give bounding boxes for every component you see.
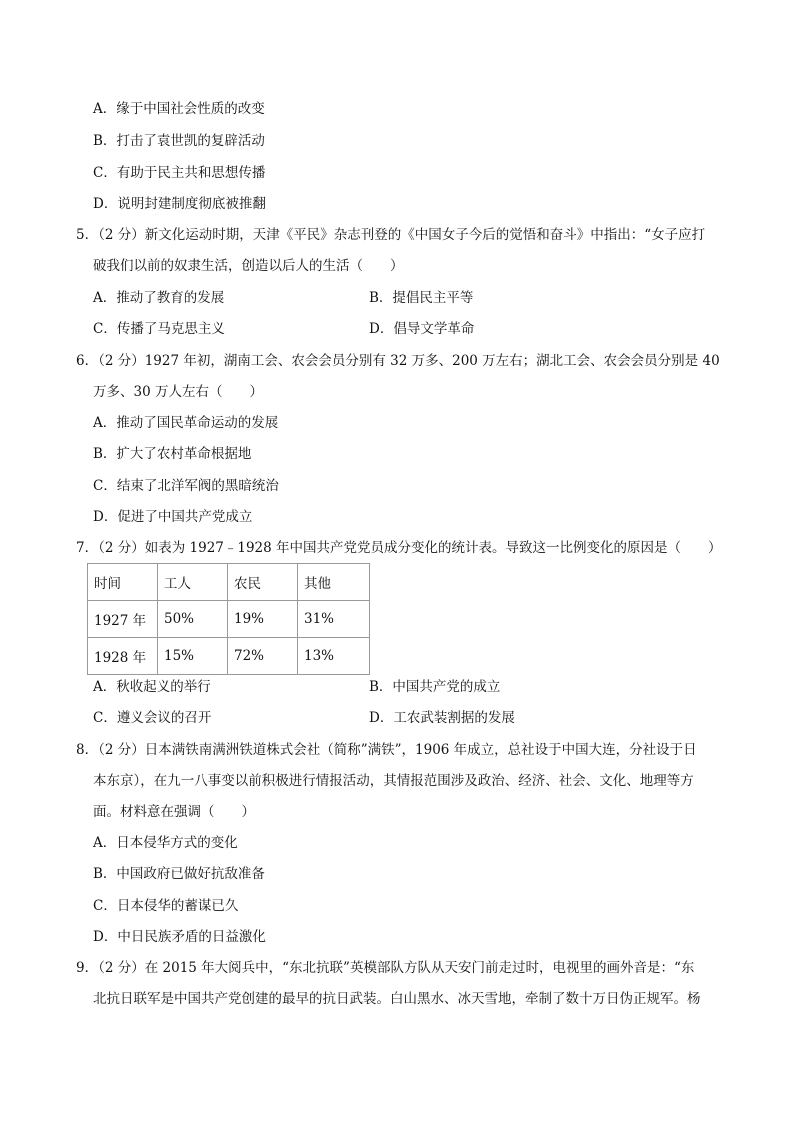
q5-option-c: C．传播了马克思主义 bbox=[93, 321, 225, 337]
q8-stem-line3: 面。材料意在强调（ ） bbox=[93, 804, 255, 820]
table-cell: 1927 年 bbox=[88, 601, 158, 638]
table-header-cell: 其他 bbox=[298, 564, 370, 601]
q8-stem-line2: 本东京），在九一八事变以前积极进行情报活动，其情报范围涉及政治、经济、社会、文化、地理等方 bbox=[93, 773, 694, 789]
table-header-cell: 工人 bbox=[158, 564, 228, 601]
q9-stem-line1: 9．（2 分）在 2015 年大阅兵中，“东北抗联”英模部队方队从天安门前走过时，电视里的画外音是：“东 bbox=[76, 960, 695, 976]
q4-option-c: C．有助于民主共和思想传播 bbox=[93, 165, 266, 181]
q9-stem-line2: 北抗日联军是中国共产党创建的最早的抗日武装。白山黑水、冰天雪地，牵制了数十万日伪正规军。杨 bbox=[93, 991, 701, 1007]
q8-option-b: B．中国政府已做好抗敌准备 bbox=[93, 866, 265, 882]
q7-option-d: D．工农武装割据的发展 bbox=[369, 710, 515, 726]
table-cell: 31% bbox=[298, 601, 370, 638]
q6-option-c: C．结束了北洋军阀的黑暗统治 bbox=[93, 478, 279, 494]
q6-stem-line1: 6．（2 分）1927 年初，湖南工会、农会会员分别有 32 万多、200 万左右；湖北工会、农会会员分别是 40 bbox=[76, 353, 720, 369]
table-cell: 72% bbox=[228, 638, 298, 675]
table-header-cell: 时间 bbox=[88, 564, 158, 601]
table-cell: 15% bbox=[158, 638, 228, 675]
table-header-row bbox=[88, 564, 370, 601]
q6-stem-line2: 万多、30 万人左右（ ） bbox=[93, 384, 263, 400]
table-cell: 19% bbox=[228, 601, 298, 638]
q5-option-d: D．倡导文学革命 bbox=[369, 321, 475, 337]
q8-stem-line1: 8．（2 分）日本满铁南满洲铁道株式会社（简称”满铁”，1906 年成立，总社设于中国大连，分社设于日 bbox=[76, 742, 697, 758]
q7-option-c: C．遵义会议的召开 bbox=[93, 710, 212, 726]
q4-option-b: B．打击了袁世凯的复辟活动 bbox=[93, 133, 265, 149]
q5-stem-line1: 5．（2 分）新文化运动时期，天津《平民》杂志刊登的《中国女子今后的觉悟和奋斗》中指出：“女子应打 bbox=[76, 227, 706, 243]
q6-option-a: A．推动了国民革命运动的发展 bbox=[93, 415, 279, 431]
q5-option-a: A．推动了教育的发展 bbox=[93, 290, 225, 306]
q4-option-d: D．说明封建制度彻底被推翻 bbox=[93, 196, 266, 212]
q4-option-a: A．缘于中国社会性质的改变 bbox=[93, 101, 265, 117]
q7-option-a: A．秋收起义的举行 bbox=[93, 679, 211, 695]
q6-option-b: B．扩大了农村革命根据地 bbox=[93, 446, 252, 462]
q8-option-a: A．日本侵华方式的变化 bbox=[93, 835, 238, 851]
table-cell: 13% bbox=[298, 638, 370, 675]
table-cell: 50% bbox=[158, 601, 228, 638]
table-row bbox=[88, 601, 370, 638]
table-cell: 1928 年 bbox=[88, 638, 158, 675]
q7-option-b: B．中国共产党的成立 bbox=[369, 679, 501, 695]
q5-option-b: B．提倡民主平等 bbox=[369, 290, 474, 306]
q7-stem-line1: 7．（2 分）如表为 1927﹣1928 年中国共产党党员成分变化的统计表。导致这一比例变化的原因是（ ） bbox=[76, 540, 722, 556]
table-row bbox=[88, 638, 370, 675]
party-membership-table bbox=[87, 563, 370, 675]
q8-option-c: C．日本侵华的蓄谋已久 bbox=[93, 898, 239, 914]
q8-option-d: D．中日民族矛盾的日益激化 bbox=[93, 929, 266, 945]
table-header-cell: 农民 bbox=[228, 564, 298, 601]
q6-option-d: D．促进了中国共产党成立 bbox=[93, 509, 253, 525]
q5-stem-line2: 破我们以前的奴隶生活，创造以后人的生活（ ） bbox=[93, 258, 404, 274]
